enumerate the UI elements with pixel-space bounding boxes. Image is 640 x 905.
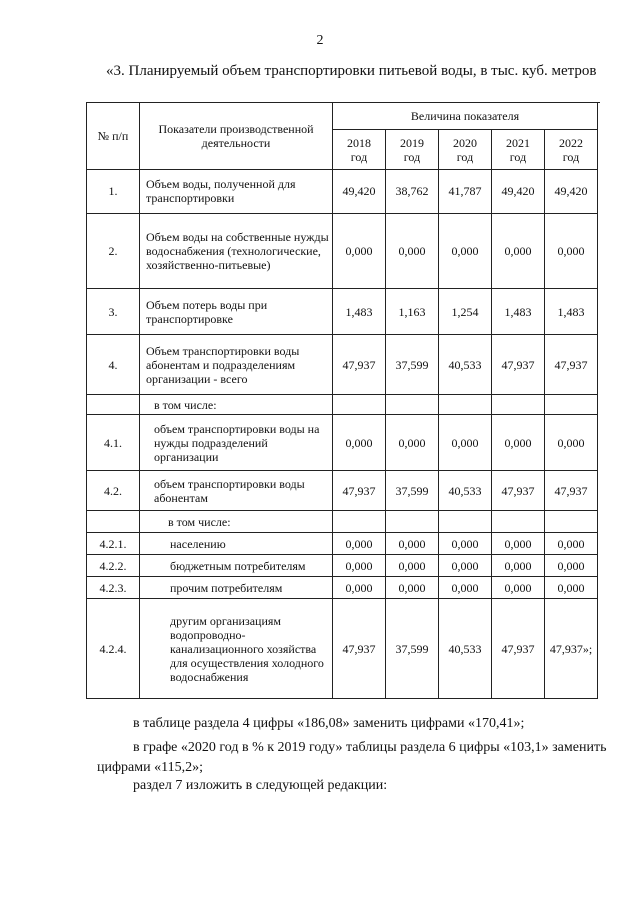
row-value-2019 (386, 511, 439, 533)
table-row (87, 169, 600, 214)
row-label: прочим потребителям (140, 577, 333, 599)
row-value-2021: 47,937 (492, 335, 545, 395)
row-value-2018: 0,000 (333, 577, 386, 599)
table-heading: «3. Планируемый объем транспортировки питьевой воды, в тыс. куб. метров (106, 63, 597, 79)
row-value-2021 (492, 511, 545, 533)
row-value-2021: 47,937 (492, 599, 545, 699)
row-value-2021 (492, 395, 545, 415)
amendment-paragraph-2: в графе «2020 год в % к 2019 году» таблицы раздела 6 цифры «103,1» заменить цифрами «115,2»; (97, 740, 607, 775)
row-num: 4.1. (87, 415, 140, 471)
row-value-2020: 0,000 (439, 415, 492, 471)
row-label: другим организациям водопроводно-канализационного хозяйства для осуществления холодного водоснабжения (140, 599, 333, 699)
table-row (87, 511, 600, 533)
row-label: Объем транспортировки воды абонентам и подразделениям организации - всего (140, 335, 333, 395)
table-row (87, 415, 600, 471)
row-label: в том числе: (140, 511, 333, 533)
row-value-2020: 1,254 (439, 289, 492, 335)
row-value-2021: 0,000 (492, 533, 545, 555)
header-value-label: Величина показателя (333, 103, 598, 130)
row-value-2022: 0,000 (545, 577, 598, 599)
row-label: бюджетным потребителям (140, 555, 333, 577)
row-value-2021: 0,000 (492, 577, 545, 599)
row-label: объем транспортировки воды на нужды подразделений организации (140, 415, 333, 471)
row-num: 4. (87, 335, 140, 395)
row-num (87, 511, 140, 533)
row-value-2021: 49,420 (492, 169, 545, 214)
row-num: 4.2.2. (87, 555, 140, 577)
table-row (87, 555, 600, 577)
row-num: 2. (87, 214, 140, 289)
header-year-2022: 2022 год (545, 130, 598, 170)
row-value-2021: 1,483 (492, 289, 545, 335)
row-value-2019: 0,000 (386, 577, 439, 599)
row-value-2022: 0,000 (545, 415, 598, 471)
row-num: 3. (87, 289, 140, 335)
row-num: 4.2.1. (87, 533, 140, 555)
header-year-2018: 2018 год (333, 130, 386, 170)
row-value-2020: 0,000 (439, 577, 492, 599)
page-number: 2 (316, 33, 324, 48)
table-row (87, 289, 600, 335)
row-value-2018: 0,000 (333, 555, 386, 577)
row-value-2018: 0,000 (333, 415, 386, 471)
row-num: 1. (87, 169, 140, 214)
table-header-years-row (87, 122, 600, 169)
row-value-2022: 47,937 (545, 335, 598, 395)
header-indicator-label: Показатели производственной деятельности (140, 103, 333, 170)
table-row (87, 395, 600, 415)
row-value-2018: 0,000 (333, 533, 386, 555)
row-value-2022: 0,000 (545, 214, 598, 289)
row-value-2020: 40,533 (439, 471, 492, 511)
row-label: Объем потерь воды при транспортировке (140, 289, 333, 335)
row-value-2020 (439, 511, 492, 533)
row-value-2018 (333, 511, 386, 533)
row-value-2020: 0,000 (439, 555, 492, 577)
table-row (87, 533, 600, 555)
row-label: объем транспортировки воды абонентам (140, 471, 333, 511)
row-value-2018: 47,937 (333, 599, 386, 699)
header-year-2021: 2021 год (492, 130, 545, 170)
row-value-2020: 40,533 (439, 335, 492, 395)
row-value-2020: 41,787 (439, 169, 492, 214)
row-value-2018: 1,483 (333, 289, 386, 335)
header-num-label: № п/п (87, 103, 140, 170)
row-value-2019: 37,599 (386, 599, 439, 699)
row-value-2019: 0,000 (386, 214, 439, 289)
row-value-2020: 0,000 (439, 533, 492, 555)
amendment-paragraph-1: в таблице раздела 4 цифры «186,08» заменить цифрами «170,41»; (133, 716, 525, 731)
row-value-2018: 0,000 (333, 214, 386, 289)
row-value-2021: 47,937 (492, 471, 545, 511)
row-value-2019: 0,000 (386, 555, 439, 577)
row-value-2022 (545, 395, 598, 415)
header-year-2020: 2020 год (439, 130, 492, 170)
row-label: в том числе: (140, 395, 333, 415)
table-row (87, 471, 600, 511)
row-value-2022: 0,000 (545, 533, 598, 555)
row-value-2019: 37,599 (386, 471, 439, 511)
row-label: населению (140, 533, 333, 555)
row-label: Объем воды на собственные нужды водоснабжения (технологические, хозяйственно-питьевые) (140, 214, 333, 289)
amendment-paragraph-3: раздел 7 изложить в следующей редакции: (133, 778, 388, 793)
row-value-2022 (545, 511, 598, 533)
row-value-2018: 47,937 (333, 471, 386, 511)
row-value-2018 (333, 395, 386, 415)
row-label: Объем воды, полученной для транспортировки (140, 169, 333, 214)
row-value-2018: 47,937 (333, 335, 386, 395)
table-row (87, 599, 600, 699)
row-value-2019: 0,000 (386, 533, 439, 555)
row-num: 4.2.3. (87, 577, 140, 599)
table-row (87, 577, 600, 599)
row-value-2020 (439, 395, 492, 415)
row-value-2020: 40,533 (439, 599, 492, 699)
row-value-2019: 38,762 (386, 169, 439, 214)
row-value-2021: 0,000 (492, 415, 545, 471)
row-value-2022: 47,937»; (545, 599, 598, 699)
row-value-2022: 1,483 (545, 289, 598, 335)
row-value-2020: 0,000 (439, 214, 492, 289)
row-value-2022: 49,420 (545, 169, 598, 214)
table-row (87, 214, 600, 289)
row-value-2019: 1,163 (386, 289, 439, 335)
row-value-2019: 37,599 (386, 335, 439, 395)
row-value-2022: 0,000 (545, 555, 598, 577)
header-year-2019: 2019 год (386, 130, 439, 170)
row-value-2018: 49,420 (333, 169, 386, 214)
table-row (87, 335, 600, 395)
water-transport-table (86, 102, 600, 699)
row-value-2019 (386, 395, 439, 415)
row-num: 4.2. (87, 471, 140, 511)
row-num (87, 395, 140, 415)
row-num: 4.2.4. (87, 599, 140, 699)
row-value-2021: 0,000 (492, 214, 545, 289)
row-value-2022: 47,937 (545, 471, 598, 511)
row-value-2019: 0,000 (386, 415, 439, 471)
row-value-2021: 0,000 (492, 555, 545, 577)
